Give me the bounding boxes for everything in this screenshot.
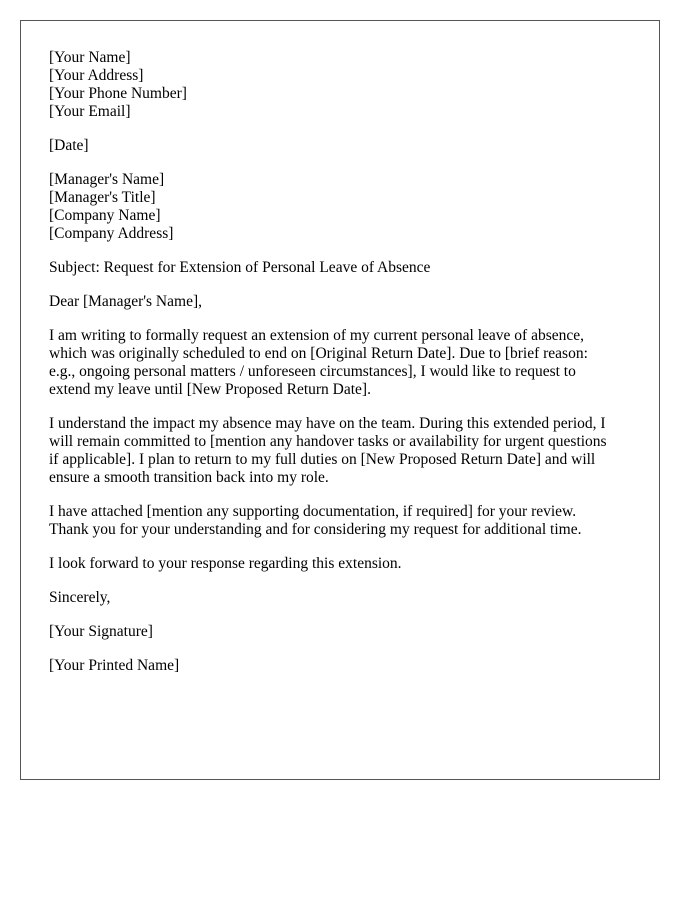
date-block	[49, 137, 639, 155]
recipient-company: [Company Name]	[49, 207, 161, 224]
salutation-text: Dear [Manager's Name],	[49, 293, 202, 310]
body-paragraph-2	[49, 415, 639, 487]
sender-block	[49, 49, 639, 121]
body-line: I have attached [mention any supporting documentation, if required] for your review.	[49, 503, 577, 520]
signature	[49, 623, 639, 641]
body-line: which was originally scheduled to end on [Original Return Date]. Due to [brief reason:	[49, 345, 588, 362]
body-line: extend my leave until [New Proposed Return Date].	[49, 381, 371, 398]
body-line: e.g., ongoing personal matters / unforeseen circumstances], I would like to request to	[49, 363, 576, 380]
sender-address: [Your Address]	[49, 67, 144, 84]
body-line: will remain committed to [mention any handover tasks or availability for urgent questions	[49, 433, 607, 450]
letter-date: [Date]	[49, 137, 89, 154]
subject-line	[49, 259, 639, 277]
body-paragraph-4	[49, 555, 639, 573]
body-line: if applicable]. I plan to return to my full duties on [New Proposed Return Date] and will	[49, 451, 596, 468]
body-paragraph-3	[49, 503, 639, 539]
closing	[49, 589, 639, 607]
body-line: I look forward to your response regarding this extension.	[49, 555, 402, 572]
sender-phone: [Your Phone Number]	[49, 85, 187, 102]
signature-text: [Your Signature]	[49, 623, 153, 640]
letter-content	[49, 49, 639, 691]
body-line: ensure a smooth transition back into my role.	[49, 469, 329, 486]
recipient-name: [Manager's Name]	[49, 171, 165, 188]
salutation	[49, 293, 639, 311]
printed-name	[49, 657, 639, 675]
printed-name-text: [Your Printed Name]	[49, 657, 180, 674]
sender-name: [Your Name]	[49, 49, 131, 66]
recipient-title: [Manager's Title]	[49, 189, 156, 206]
subject-text: Subject: Request for Extension of Personal Leave of Absence	[49, 259, 431, 276]
body-line: Thank you for your understanding and for considering my request for additional time.	[49, 521, 582, 538]
body-line: I understand the impact my absence may have on the team. During this extended period, I	[49, 415, 606, 432]
sender-email: [Your Email]	[49, 103, 131, 120]
recipient-block	[49, 171, 639, 243]
body-paragraph-1	[49, 327, 639, 399]
recipient-address: [Company Address]	[49, 225, 174, 242]
closing-text: Sincerely,	[49, 589, 111, 606]
letter-page	[20, 20, 660, 780]
body-line: I am writing to formally request an extension of my current personal leave of absence,	[49, 327, 584, 344]
